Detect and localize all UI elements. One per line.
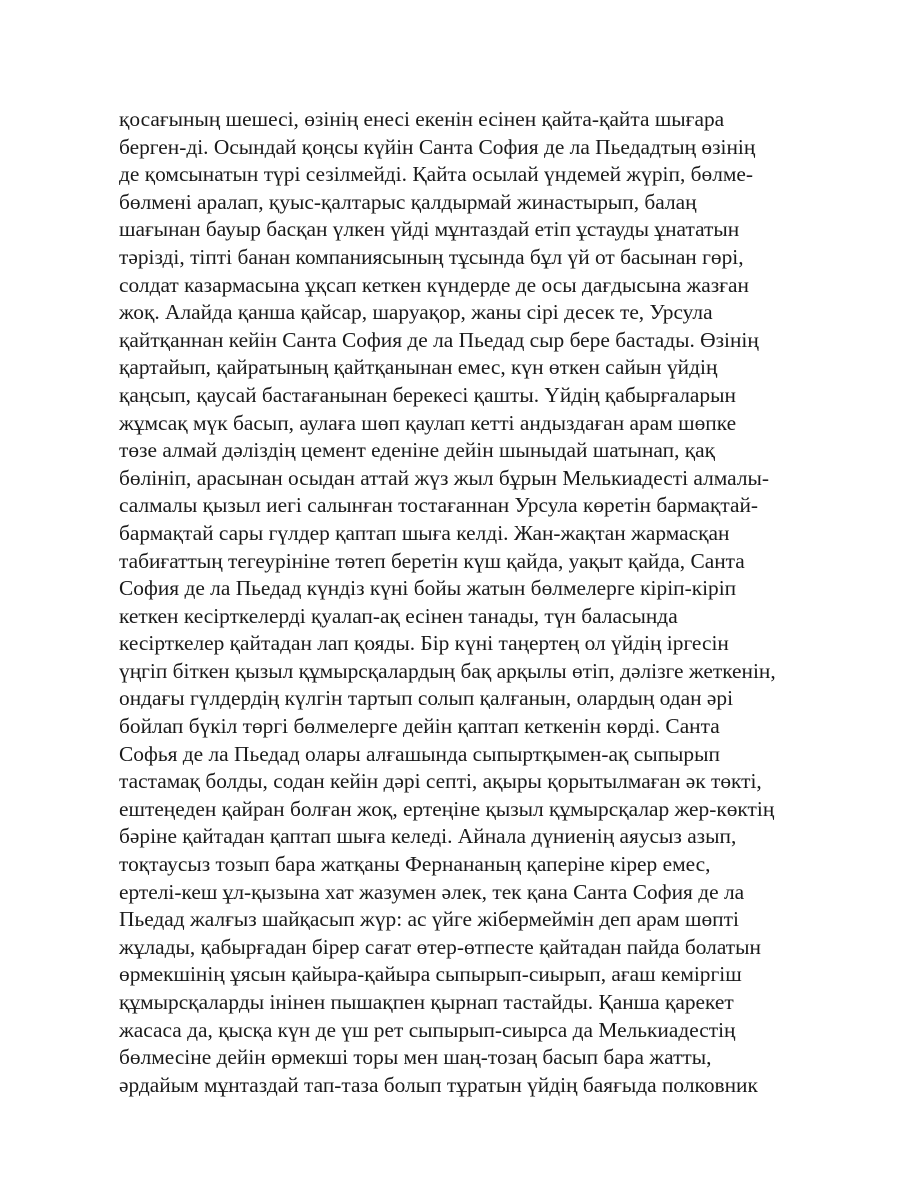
text-line: кесірткелер қайтадан лап қояды. Бір күні таңертең ол үйдің іргесін [119,631,729,656]
text-line: ондағы гүлдердің күлгін тартып солып қалғанын, олардың одан әрі [119,686,734,711]
text-line: ертелі-кеш ұл-қызына хат жазумен әлек, тек қана Санта София де ла [119,879,745,904]
text-line: жоқ. Алайда қанша қайсар, шаруақор, жаны сірі десек те, Урсула [119,300,713,325]
text-line: үңгіп біткен қызыл құмырсқалардың бақ арқылы өтіп, дәлізге жеткенін, [119,658,776,683]
text-line: табиғаттың тегеурініне төтеп беретін күш қайда, уақыт қайда, Санта [119,548,745,573]
text-line: қаңсып, қаусай бастағанынан берекесі қашты. Үйдің қабырғаларын [119,382,736,407]
text-line: бөлмені аралап, қуыс-қалтарыс қалдырмай жинастырып, балаң [119,189,697,214]
text-line: бәріне қайтадан қаптап шыға келеді. Айнала дүниенің аяусыз азып, [119,824,737,849]
text-line: София де ла Пьедад күндіз күні бойы жатын бөлмелерге кіріп-кіріп [119,576,737,601]
text-line: жасаса да, қысқа күн де үш рет сыпырып-сиырса да Мелькиадестің [119,1017,736,1042]
text-line: бойлап бүкіл төргі бөлмелерге дейін қаптап кеткенін көрді. Санта [119,714,720,739]
text-line: тоқтаусыз тозып бара жатқаны Фернананың қаперіне кірер емес, [119,852,711,877]
text-line: бармақтай сары гүлдер қаптап шыға келді. Жан-жақтан жармасқан [119,520,730,545]
body-text [119,106,809,1099]
text-line: шағынан бауыр басқан үлкен үйді мұнтаздай етіп ұстауды ұнататын [119,217,740,242]
text-line: тастамақ болды, содан кейін дәрі септі, ақыры қорытылмаған әк төкті, [119,769,762,794]
text-line: қосағының шешесі, өзінің енесі екенін есінен қайта-қайта шығара [119,107,725,131]
text-line: кеткен кесірткелерді қуалап-ақ есінен танады, түн баласында [119,603,678,628]
text-line: ештеңеден қайран болған жоқ, ертеңіне қызыл құмырсқалар жер-көктің [119,796,775,821]
text-line: салмалы қызыл иегі салынған тостағаннан Урсула көретін бармақтай- [119,493,759,518]
text-line: бөлініп, арасынан осыдан аттай жүз жыл бұрын Мелькиадесті алмалы- [119,465,769,490]
text-line: әрдайым мұнтаздай тап-таза болып тұратын үйдің баяғыда полковник [119,1072,758,1097]
text-line: жұмсақ мүк басып, аулаға шөп қаулап кетті андыздаған арам шөпке [119,410,737,435]
text-line: қайтқаннан кейін Санта София де ла Пьедад сыр бере бастады. Өзінің [119,327,759,352]
text-line: де қомсынатын түрі сезілмейді. Қайта осылай үндемей жүріп, бөлме- [119,162,754,187]
text-line: жұлады, қабырғадан бірер сағат өтер-өтпесте қайтадан пайда болатын [119,934,761,959]
text-line: солдат казармасына ұқсап кеткен күндерде де осы дағдысына жазған [119,272,749,297]
text-line: берген-ді. Осындай қоңсы күйін Санта София де ла Пьедадтың өзінің [119,134,756,159]
text-line: қартайып, қайратының қайтқанынан емес, күн өткен сайын үйдің [119,355,718,380]
text-line: Софья де ла Пьедад олары алғашында сыпыртқымен-ақ сыпырып [119,741,720,766]
text-line: құмырсқаларды інінен пышақпен қырнап тастайды. Қанша қарекет [119,990,734,1014]
text-line: өрмекшінің ұясын қайыра-қайыра сыпырып-сиырып, ағаш кеміргіш [119,962,742,987]
text-line: Пьедад жалғыз шайқасып жүр: ас үйге жібермеймін деп арам шөпті [119,907,739,932]
text-line: тәрізді, тіпті банан компаниясының тұсында бұл үй от басынан гөрі, [119,244,744,269]
text-line: төзе алмай дәліздің цемент еденіне дейін шыныдай шатынап, қақ [119,438,716,463]
text-line: бөлмесіне дейін өрмекші торы мен шаң-тозаң басып бара жатты, [119,1045,712,1070]
